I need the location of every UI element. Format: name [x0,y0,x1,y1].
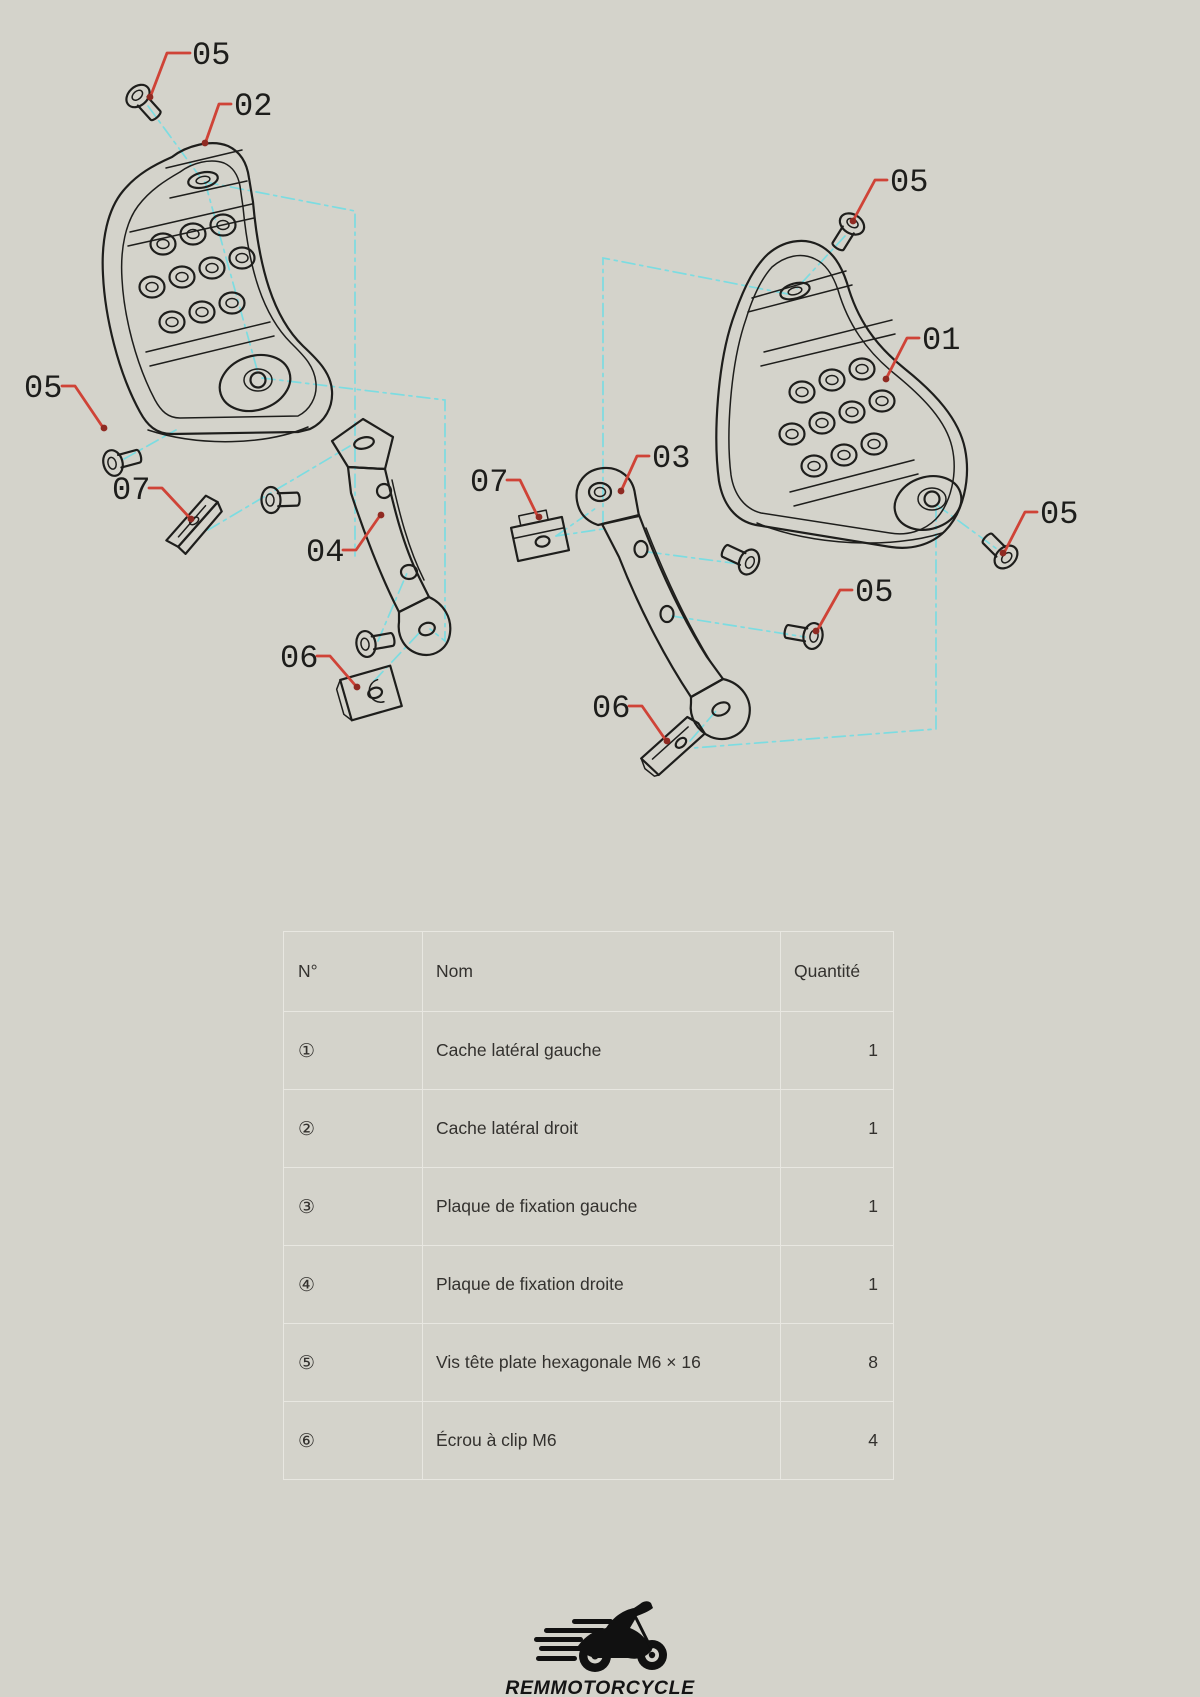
callout-label: 03 [652,440,691,477]
part-left-side-cover [103,143,332,441]
callout-06-left [280,640,360,690]
clip-07-left [158,492,231,558]
callout-05-top-left [147,37,231,100]
callout-05-top-right [850,164,929,224]
part-quantity: 1 [781,1012,894,1090]
part-name: Vis tête plate hexagonale M6 × 16 [423,1324,781,1402]
part-name: Cache latéral droit [423,1090,781,1168]
callout-04 [306,512,384,571]
callout-06-right [592,690,670,744]
callout-label: 01 [922,322,961,359]
table-row [284,1402,894,1480]
assembly-lines [124,106,997,748]
table-row [284,1168,894,1246]
callout-label: 05 [24,370,63,407]
screws-m6 [100,80,1021,658]
table-row [284,1246,894,1324]
callout-02 [202,88,273,146]
part-number: ⑥ [284,1402,423,1480]
parts-table [283,931,894,1480]
exploded-parts-diagram [0,0,1200,830]
callout-05-far-right [1000,496,1079,556]
header-quantity: Quantité [781,932,894,1012]
part-name: Écrou à clip M6 [423,1402,781,1480]
callout-03 [618,440,691,494]
motorcycle-speed-icon [520,1600,690,1678]
part-quantity: 8 [781,1324,894,1402]
header-number: N° [284,932,423,1012]
part-name: Cache latéral gauche [423,1012,781,1090]
part-quantity: 1 [781,1168,894,1246]
callout-label: 04 [306,534,345,571]
right-cover-hole-grid [780,359,895,477]
part-name: Plaque de fixation gauche [423,1168,781,1246]
part-number: ① [284,1012,423,1090]
callout-label: 06 [280,640,319,677]
callout-label: 05 [1040,496,1079,533]
part-number: ⑤ [284,1324,423,1402]
header-name: Nom [423,932,781,1012]
table-header-row [284,932,894,1012]
table-row [284,1012,894,1090]
callout-label: 02 [234,88,273,125]
callouts [24,37,1078,744]
part-quantity: 1 [781,1246,894,1324]
callout-05-mid-right [813,574,894,634]
callout-07-left [112,472,194,522]
callout-label: 06 [592,690,631,727]
table-row [284,1090,894,1168]
table-row [284,1324,894,1402]
callout-label: 07 [470,464,509,501]
part-number: ② [284,1090,423,1168]
part-quantity: 4 [781,1402,894,1480]
part-number: ④ [284,1246,423,1324]
part-number: ③ [284,1168,423,1246]
callout-label: 05 [192,37,231,74]
part-quantity: 1 [781,1090,894,1168]
callout-label: 07 [112,472,151,509]
callout-label: 05 [890,164,929,201]
part-name: Plaque de fixation droite [423,1246,781,1324]
motorcycle-silhouette [578,1601,667,1672]
part-left-fixing-plate [332,419,450,655]
left-cover-hole-grid [140,215,255,333]
callout-05-far-left [24,370,107,431]
callout-07-center [470,464,542,520]
brand-text: REMMOTORCYCLE [505,1677,695,1697]
callout-label: 05 [855,574,894,611]
